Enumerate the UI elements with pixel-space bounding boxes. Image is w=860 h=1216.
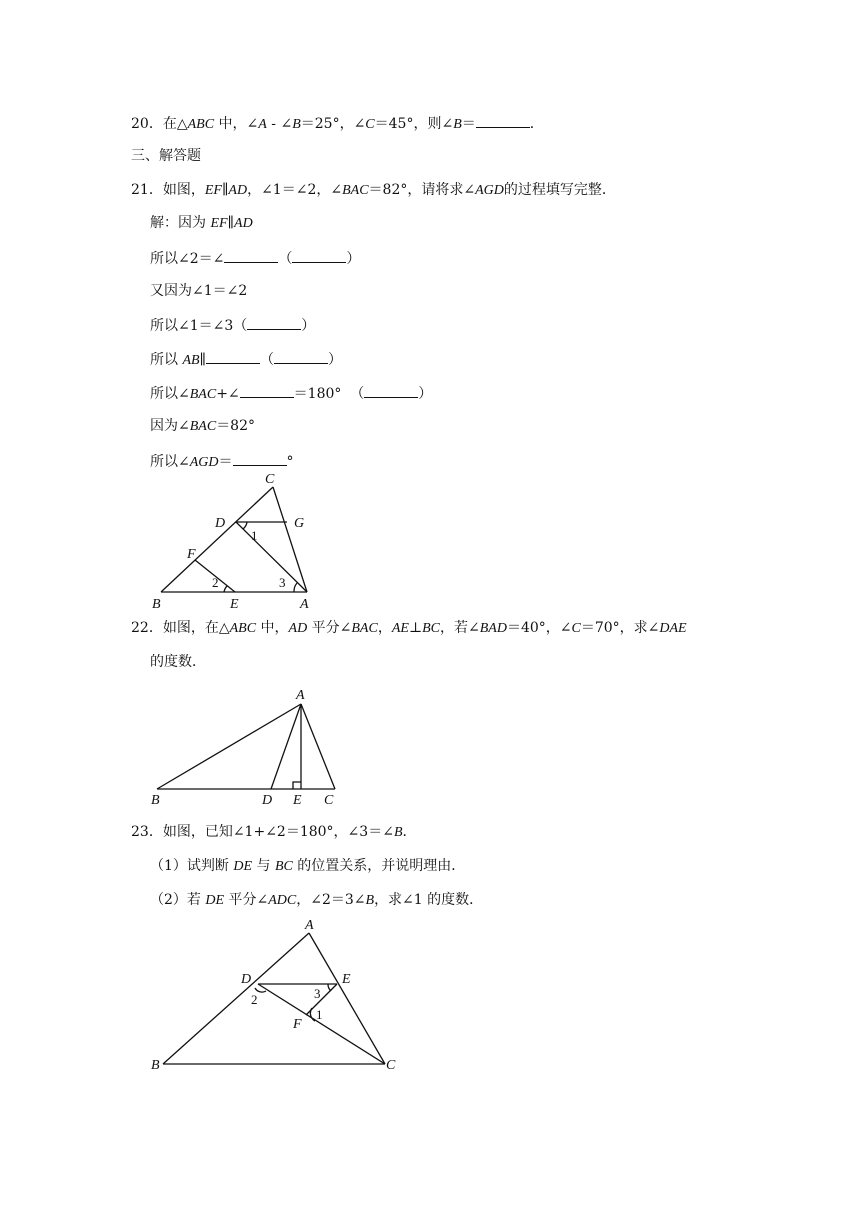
segment-ad [271,704,301,789]
q23-part-2: （2）若 DE 平分∠ADC，∠2＝3∠B，求∠1 的度数． [150,892,484,908]
label-angle-2: 2 [212,575,219,590]
label-angle-1: 1 [316,1007,323,1022]
label-a: A [305,918,314,933]
label-f: F [187,547,196,562]
segment-ba [163,933,309,1064]
label-g: G [294,516,305,531]
q21-step-7: 因为∠BAC＝82° [150,418,256,434]
label-e: E [230,597,239,612]
q21-blank-reason-3[interactable] [274,348,328,364]
label-d: D [241,972,252,987]
angle-1-arc [243,522,247,529]
q21-step-6: 所以∠BAC+∠ ＝180° （ ） [150,382,432,405]
label-d: D [215,516,226,531]
q21-step-3: 又因为∠1＝∠2 [150,283,248,299]
q21-blank-angle-2[interactable] [240,382,294,398]
label-e: E [293,793,302,808]
label-a: A [296,688,305,703]
q21-step-2: 所以∠2＝∠ （ ） [150,247,360,269]
label-angle-1: 1 [251,528,258,543]
q22-number: 22． [131,620,163,636]
q21-blank-reason-1[interactable] [292,247,346,263]
q21-step-4: 所以∠1＝∠3（ ） [150,314,315,336]
label-c: C [265,472,275,487]
q21-intro: 21．如图，EF∥AD，∠1＝∠2，∠BAC＝82°，请将求∠AGD的过程填写完整． [131,182,616,198]
q21-number: 21． [131,182,163,198]
q22-text: 22．如图，在△ABC 中，AD 平分∠BAC，AE⊥BC，若∠BAD＝40°，∠C＝70°，求∠DAE [131,620,687,636]
q21-step-8: 所以∠AGD＝ ° [150,450,294,473]
label-a: A [300,597,309,612]
q21-figure [140,470,330,615]
q20-text: 20．在△ABC 中，∠A - ∠B＝25°，∠C＝45°，则∠B＝ ． [131,112,544,135]
label-e: E [342,972,351,987]
q23-part-1: （1）试判断 DE 与 BC 的位置关系，并说明理由． [150,858,466,874]
q21-blank-answer[interactable] [233,450,287,466]
q21-step-1: 解：因为 EF∥AD [150,215,253,231]
label-c: C [324,793,334,808]
label-c: C [386,1058,396,1073]
label-angle-3: 3 [314,986,321,1001]
q23-intro: 23．如图，已知∠1+∠2＝180°，∠3＝∠B． [131,824,417,840]
label-b: B [152,597,161,612]
q21-step-5: 所以 AB∥ （ ） [150,348,342,371]
q22-figure [145,685,355,810]
angle-3-arc [294,583,297,592]
label-d: D [262,793,273,808]
q22-text-line2: 的度数． [150,654,206,670]
q21-blank-line[interactable] [206,348,260,364]
segment-dc [258,984,385,1064]
segment-ac [301,704,335,789]
q21-blank-angle[interactable] [224,247,278,263]
q21-blank-reason-4[interactable] [364,382,418,398]
label-b: B [151,793,160,808]
label-angle-3: 3 [279,575,286,590]
label-angle-2: 2 [251,992,258,1007]
segment-da [236,522,307,592]
angle-2-arc [224,586,227,592]
section-heading: 三、解答题 [131,148,201,164]
q23-number: 23． [131,824,163,840]
label-b: B [151,1058,160,1073]
label-f: F [293,1017,302,1032]
angle-3-arc [328,984,331,991]
q21-blank-reason-2[interactable] [247,314,301,330]
segment-ba [157,704,301,789]
q20-answer-blank[interactable] [476,112,530,128]
q23-figure [145,915,415,1080]
right-angle-mark [293,782,301,789]
q20-number: 20． [131,116,163,132]
